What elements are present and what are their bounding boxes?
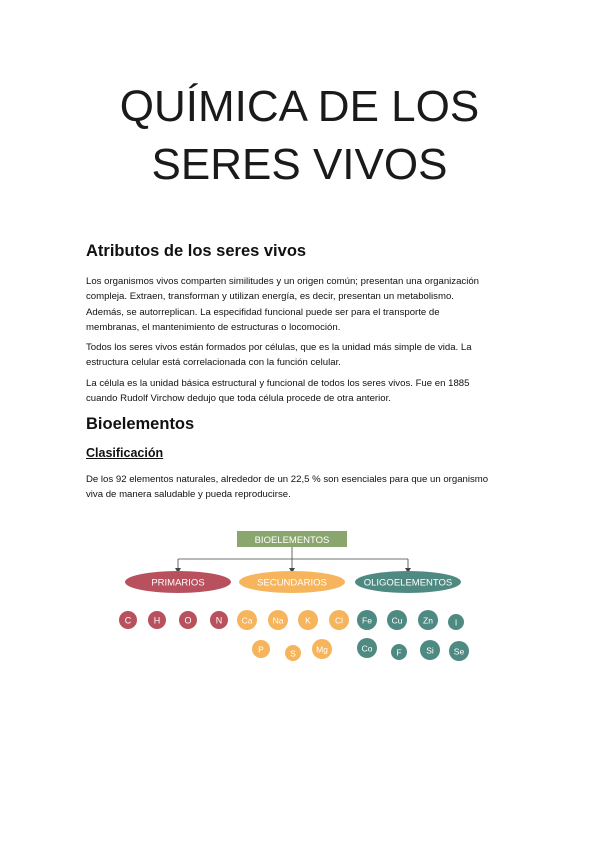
element-label-s: S xyxy=(290,648,296,659)
element-label-k: K xyxy=(305,615,311,626)
category-label-secundarios: SECUNDARIOS xyxy=(257,577,327,589)
primarios-group xyxy=(119,611,228,629)
element-label-cl: Cl xyxy=(334,615,344,626)
element-label-i: I xyxy=(454,617,458,628)
diagram-connectors xyxy=(178,547,408,570)
element-label-h: H xyxy=(153,615,161,626)
element-label-mg: Mg xyxy=(316,644,328,655)
root-label: BIOELEMENTOS xyxy=(254,535,330,546)
paragraph-1-line: Además, se autorreplican. La especifidad funcional puede ser para el transporte de xyxy=(86,306,440,318)
element-label-ca: Ca xyxy=(241,615,253,626)
paragraph-1-line: compleja. Extraen, transforman y utilizan energía, es decir, presentan un metabolismo. xyxy=(86,291,454,303)
paragraph-3-line: La célula es la unidad básica estructural y funcional de todos los seres vivos. Fue en 1885 xyxy=(86,378,470,389)
element-label-zn: Zn xyxy=(423,615,433,626)
paragraph-2-line: Todos los seres vivos están formados por células, que es la unidad más simple de vida. La xyxy=(86,342,472,353)
element-label-si: Si xyxy=(426,645,434,656)
element-label-p: P xyxy=(258,644,264,655)
subheading-clasificacion: Clasificación xyxy=(86,446,164,460)
category-label-primarios: PRIMARIOS xyxy=(151,577,205,589)
element-label-cu: Cu xyxy=(391,615,403,626)
element-label-se: Se xyxy=(453,646,465,657)
paragraph-2-line: estructura celular está correlacionada con la función celular. xyxy=(86,357,341,369)
paragraph-4-line: viva de manera saludable y pueda reproducirse. xyxy=(86,489,291,501)
document-title-line2: SERES VIVOS xyxy=(151,140,448,189)
section-heading-bioelementos: Bioelementos xyxy=(86,415,195,433)
element-label-c: C xyxy=(124,615,132,626)
paragraph-1-line: Los organismos vivos comparten similitudes y un origen común; presentan una organización xyxy=(86,276,480,287)
section-heading-atributos: Atributos de los seres vivos xyxy=(86,242,307,260)
document-title-line1: QUÍMICA DE LOS xyxy=(119,82,480,131)
element-label-n: N xyxy=(215,615,223,626)
element-label-fe: Fe xyxy=(362,615,372,626)
element-label-na: Na xyxy=(272,615,284,626)
element-label-co: Co xyxy=(361,643,373,654)
paragraph-4-line: De los 92 elementos naturales, alrededor de un 22,5 % son esenciales para que un organismo xyxy=(86,474,489,485)
paragraph-1-line: membranas, el mantenimiento de estructuras o locomoción. xyxy=(86,321,341,333)
oligo-group xyxy=(357,610,469,661)
paragraph-3-line: cuando Rudolf Virchow dedujo que toda célula procede de otra anterior. xyxy=(86,393,391,405)
element-label-o: O xyxy=(184,615,192,626)
category-label-oligoelementos: OLIGOELEMENTOS xyxy=(363,577,453,589)
secundarios-group xyxy=(237,610,349,661)
element-label-f: F xyxy=(396,647,402,658)
